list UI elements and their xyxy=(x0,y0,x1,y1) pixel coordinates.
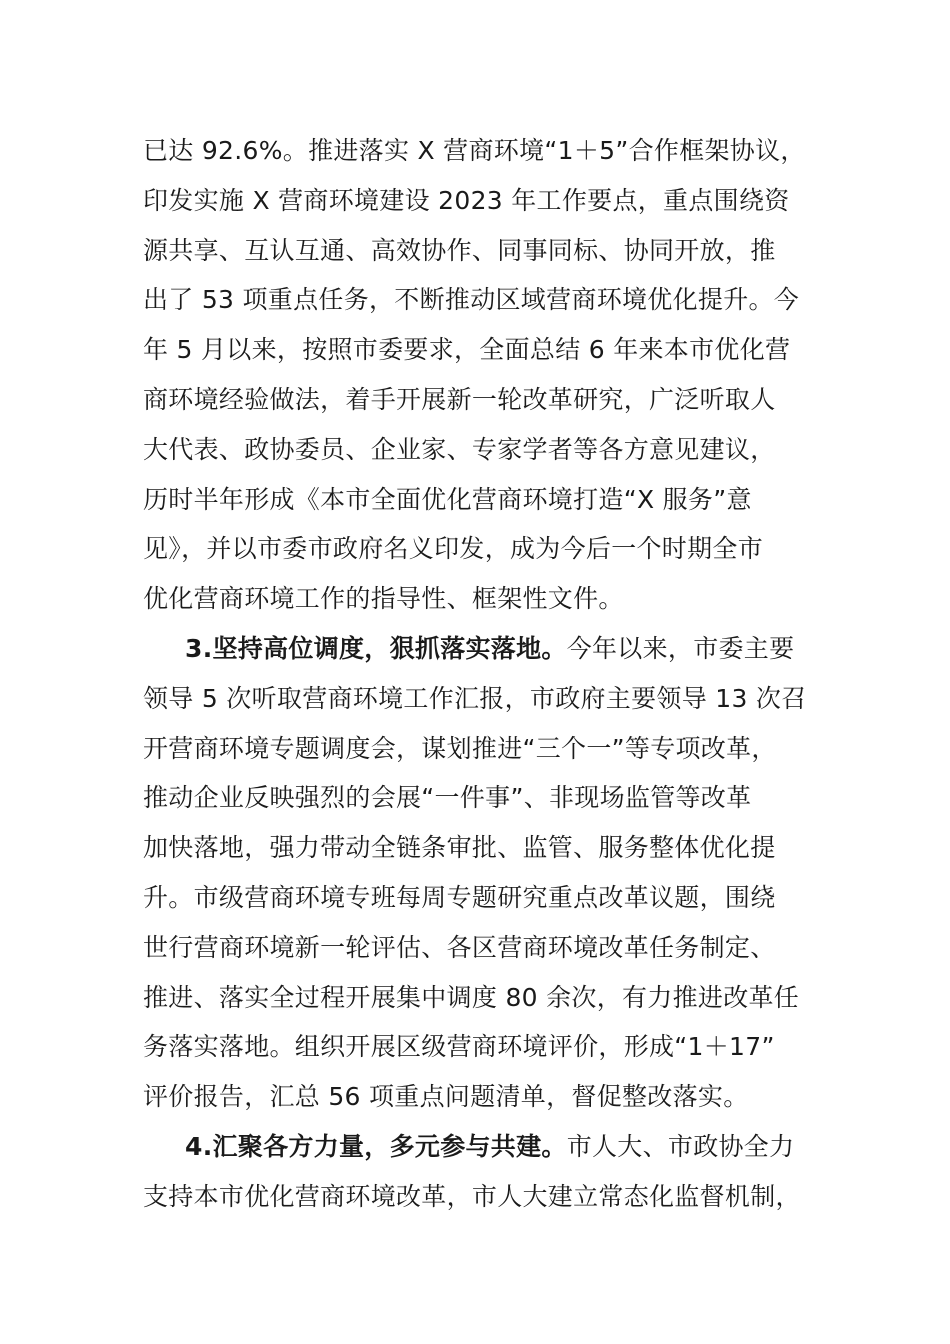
text-line-first xyxy=(143,624,807,674)
text-line: 大代表、政协委员、企业家、专家学者等各方意见建议， xyxy=(143,434,776,464)
section-heading-4: 4.汇聚各方力量，多元参与共建。 xyxy=(185,1131,567,1161)
text-line-first xyxy=(143,1122,807,1172)
text-line: 世行营商环境新一轮评估、各区营商环境改革任务制定、 xyxy=(143,932,776,962)
text-line: 商环境经验做法，着手开展新一轮改革研究，广泛听取人 xyxy=(143,384,776,414)
text-line: 升。市级营商环境专班每周专题研究重点改革议题，围绕 xyxy=(143,882,776,912)
text-line: 出了 53 项重点任务，不断推动区域营商环境优化提升。今 xyxy=(143,285,800,315)
text-line: 优化营商环境工作的指导性、框架性文件。 xyxy=(143,584,624,614)
text-line: 支持本市优化营商环境改革，市人大建立常态化监督机制， xyxy=(143,1181,801,1211)
text-line: 推进、落实全过程开展集中调度 80 余次，有力推进改革任 xyxy=(143,982,800,1012)
document-body xyxy=(143,126,807,1222)
paragraph-2 xyxy=(143,624,807,1122)
paragraph-1 xyxy=(143,126,807,624)
text-line: 历时半年形成《本市全面优化营商环境打造“X 服务”意 xyxy=(143,484,752,514)
heading-line-rest: 市人大、市政协全力 xyxy=(566,1131,795,1161)
text-line: 评价报告，汇总 56 项重点问题清单，督促整改落实。 xyxy=(143,1082,749,1112)
text-line: 务落实落地。组织开展区级营商环境评价，形成“1＋17” xyxy=(143,1032,775,1062)
text-line: 推动企业反映强烈的会展“一件事”、非现场监管等改革 xyxy=(143,783,752,813)
text-line: 源共享、互认互通、高效协作、同事同标、协同开放，推 xyxy=(143,235,776,265)
heading-line-rest: 今年以来，市委主要 xyxy=(566,633,795,663)
paragraph-3 xyxy=(143,1122,807,1222)
text-line: 见》，并以市委市政府名义印发，成为今后一个时期全市 xyxy=(143,534,764,564)
text-line: 开营商环境专题调度会，谋划推进“三个一”等专项改革， xyxy=(143,733,777,763)
text-line: 年 5 月以来，按照市委要求，全面总结 6 年来本市优化营 xyxy=(143,335,791,365)
text-line: 已达 92.6%。推进落实 X 营商环境“1＋5”合作框架协议， xyxy=(143,136,806,165)
section-heading-3: 3.坚持高位调度，狠抓落实落地。 xyxy=(185,633,567,663)
text-line: 领导 5 次听取营商环境工作汇报，市政府主要领导 13 次召 xyxy=(143,683,807,713)
text-line: 加快落地，强力带动全链条审批、监管、服务整体优化提 xyxy=(143,833,776,863)
text-line: 印发实施 X 营商环境建设 2023 年工作要点，重点围绕资 xyxy=(143,185,790,215)
